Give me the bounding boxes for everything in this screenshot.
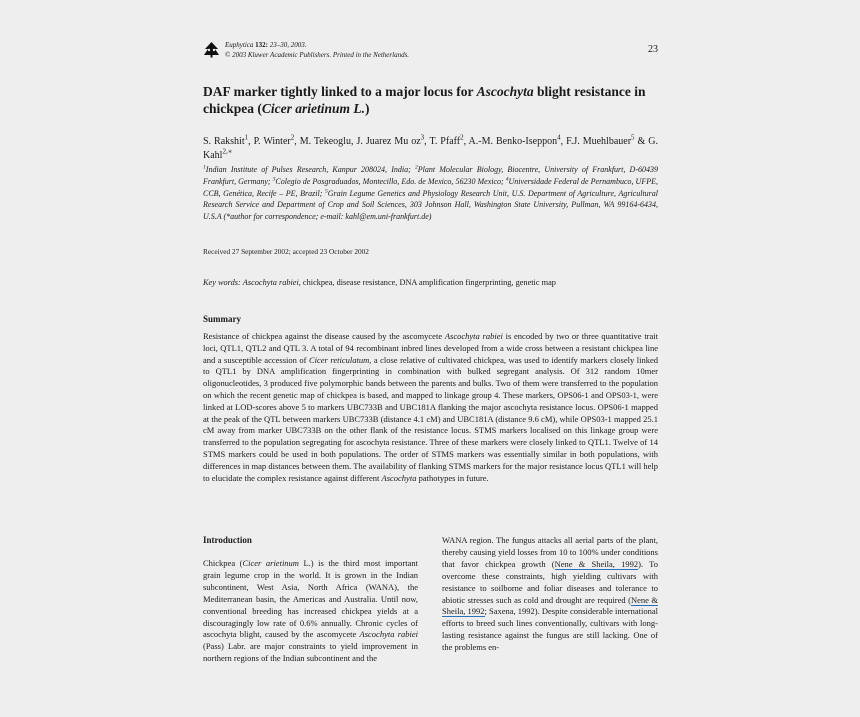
journal-citation [225, 40, 409, 60]
summary-text: Resistance of chickpea against the disease caused by the ascomycete [203, 331, 445, 341]
keywords [203, 278, 658, 287]
received-dates: Received 27 September 2002; accepted 23 October 2002 [203, 247, 369, 256]
author-affil-mark: 1 [244, 133, 249, 142]
journal-header [203, 40, 658, 64]
author: , A.-M. Benko-Iseppon [463, 136, 558, 147]
author-affil-mark: 4 [557, 133, 561, 142]
author-affil-mark: 3 [420, 133, 425, 142]
author: S. Rakshit [203, 136, 245, 147]
intro-text: ). To overcome these constraints, high yielding cultivars with resistance to soilborne and foliar diseases and tolerance to abiotic stresses such as cold and drought are required ( [442, 558, 658, 605]
summary-italic: Ascochyta [381, 472, 417, 483]
citation-link[interactable]: Nene & Sheila, 1992 [442, 594, 658, 617]
copyright-line: © 2003 Kluwer Academic Publishers. Printed in the Netherlands. [225, 51, 410, 59]
affiliations [203, 164, 658, 223]
affil-number: 4 [505, 176, 509, 183]
journal-volume: 132: [255, 41, 268, 49]
summary-text: , a close relative of cultivated chickpea, was used to identify markers closely linked to QTL1 by DNA amplification fingerprinting in combination with bulked segregant analysis. Of 312 random 10mer oligonucleotides, 3 produced five polymorphic bands between the parents and bulks. Two of them were transferred to the population on which the recent genetic map of chickpea is based, and mapped to linkage group 4. These markers, OPS06-1 and OPS03-1, were linked at LOD-scores above 5 to markers UBC733B and UBC181A flanking the major ascochyta resistance locus. OPS06-1 mapped at the peak of the QTL between markers UBC733B (distance 4.1 cM) and UBC181A (distance 9.6 cM), while OPS03-1 mapped 25.1 cM away from marker UBC733B on the other flank of the resistance locus. STMS markers localised on this linkage group were transferred to the population segregating for ascochyta resistance. Three of these markers were closely linked to QTL1. Twelve of 14 STMS markers could be used in both populations. The order of STMS markers was essentially similar in both populations, with differences in map distances between them. The availability of flanking STMS markers for the major resistance locus QTL1 will help to elucidate the complex resistance against different [203, 354, 658, 483]
intro-text: (Pass) Labr. are major constraints to yield improvement in northern regions of the Indian subcontinent and the [203, 641, 418, 664]
kluwer-tree-logo-icon [203, 41, 220, 58]
summary-text: pathotypes in future. [416, 472, 489, 483]
author-affil-mark: 2,∗ [222, 147, 233, 156]
intro-text: WANA region. The fungus attacks all aerial parts of the plant, thereby causing yield losses from 10 to 100% under conditions that favor chickpea growth ( [442, 535, 658, 569]
affil-number: 1 [203, 164, 206, 171]
affil-text: Indian Institute of Pulses Research, Kanpur 208024, India; [205, 165, 415, 174]
author-affil-mark: 5 [631, 133, 635, 142]
author: , P. Winter [248, 136, 291, 147]
affil-text: Universidade Federal de Pernambuco, UFPE, CCB, Genética, Recife – PE, Brazil; [203, 176, 658, 198]
citation-link[interactable]: Nene & Sheila, 1992 [554, 558, 639, 569]
author: , T. Pfaff [424, 136, 461, 147]
intro-left-column [203, 558, 418, 665]
intro-italic: Ascochyta rabiei [359, 629, 418, 640]
author: & G. Kahl [203, 136, 658, 161]
page-number: 23 [648, 44, 658, 55]
affil-number: 5 [324, 187, 328, 194]
title-text: DAF marker tightly linked to a major locus for [203, 84, 477, 99]
intro-text: ; Saxena, 1992). Despite considerable international efforts to breed such lines conventionally, cultivars with long-lasting resistance against the fungus are still lacking. One of the problems en- [442, 606, 658, 653]
title-text: ) [365, 101, 370, 116]
summary-italic: Cicer reticulatum [308, 354, 370, 365]
summary-italic: Ascochyta rabiei [444, 331, 503, 341]
journal-pages: 23–30, 2003. [269, 41, 307, 49]
title-italic-genus: Ascochyta [476, 84, 534, 99]
affil-text: Plant Molecular Biology, Biocentre, University of Frankfurt, D-60439 Frankfurt, Germany; [203, 165, 658, 186]
journal-name: Euphytica [225, 41, 254, 49]
affil-number: 3 [272, 176, 276, 183]
author-list [203, 135, 658, 163]
paper-title [203, 83, 661, 117]
affil-number: 2 [414, 164, 418, 171]
title-text: blight resistance in chickpea ( [203, 84, 646, 116]
title-italic-species: Cicer arietinum L. [261, 101, 366, 116]
intro-text: Chickpea ( [203, 558, 243, 568]
keyword-italic: Ascochyta rabiei, [242, 278, 301, 287]
affil-text: Colegio de Posgraduados, Montecillo, Edo. de Mexico, 56230 Mexico; [275, 176, 506, 186]
author-affil-mark: 2 [460, 133, 464, 142]
intro-right-column [442, 535, 658, 654]
author-affil-mark: 2 [290, 133, 295, 142]
intro-italic: Cicer arietinum [242, 558, 299, 568]
keywords-list: chickpea, disease resistance, DNA amplification fingerprinting, genetic map [300, 278, 556, 287]
author: , F.J. Muehlbauer [560, 136, 632, 147]
introduction-heading: Introduction [203, 535, 252, 545]
keywords-label: Key words: [203, 278, 241, 287]
affil-text: Grain Legume Genetics and Physiology Research Unit, U.S. Department of Agriculture, Agricultural Research Service and Department of Crop and Soil Sciences, 303 Johnson Hall, Washington State University, Pullman, WA 99164-6434, U.S.A (*author for correspondence; e-mail: kahl@em.uni-frankfurt.de) [203, 188, 659, 222]
summary-paragraph [203, 331, 658, 484]
intro-text: L.) is the third most important grain legume crop in the world. It is grown in the Indian subcontinent, West Asia, North Africa (WANA), the Mediterranean basin, the Americas and Australia. Until now, conventional breeding has increased chickpea yields at a discouragingly low rate of 0.6% annually. Chronic cycles of ascochyta blight, caused by the ascomycete [203, 558, 418, 640]
author: , M. Tekeoglu, J. Juarez Mu oz [294, 136, 421, 147]
summary-text: is encoded by two or three quantitative trait loci, QTL1, QTL2 and QTL 3. A total of 94 recombinant inbred lines developed from a wide cross between a resistant chickpea line and a susceptible accession of [203, 331, 659, 365]
summary-heading: Summary [203, 314, 241, 324]
